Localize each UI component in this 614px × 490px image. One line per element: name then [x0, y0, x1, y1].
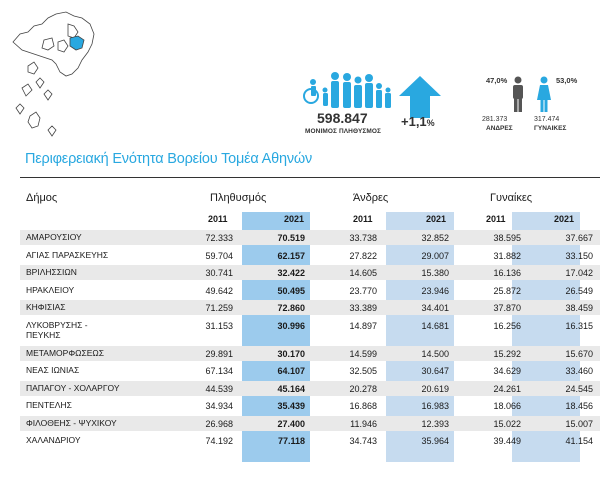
table-cell: 23.946 [421, 285, 449, 296]
table-cell: 67.134 [205, 366, 233, 376]
table-cell: 26.549 [565, 285, 593, 296]
municipality-name: ΠΑΠΑΓΟΥ - ΧΟΛΑΡΓΟΥ [26, 382, 120, 393]
population-change [401, 114, 435, 129]
table-cell: 24.545 [565, 383, 593, 394]
municipality-name: ΜΕΤΑΜΟΡΦΩΣΕΩΣ [26, 347, 105, 358]
year-header: 2011 [208, 214, 228, 224]
table-cell: 29.891 [205, 348, 233, 359]
table-cell: 15.380 [421, 268, 449, 278]
year-header: 2021 [554, 214, 575, 224]
table-cell: 38.595 [493, 233, 521, 243]
male-pct: 47,0% [486, 76, 508, 85]
table-cell: 50.495 [277, 285, 305, 296]
table-cell: 14.500 [421, 348, 449, 359]
population-value: 598.847 [317, 110, 368, 126]
table-cell: 18.066 [493, 401, 521, 411]
year-header: 2021 [284, 214, 305, 224]
table-cell: 45.164 [277, 383, 305, 394]
header-women: Γυναίκες [490, 192, 533, 204]
table-cell: 16.315 [565, 320, 593, 331]
municipality-name: ΑΜΑΡΟΥΣΙΟΥ [26, 232, 82, 242]
municipality-name: ΧΑΛΑΝΔΡΙΟΥ [26, 435, 81, 445]
table-cell: 15.292 [493, 348, 521, 359]
table-cell: 15.022 [493, 418, 521, 429]
change-value: +1,1 [401, 114, 427, 129]
population-label: ΜΟΝΙΜΟΣ ΠΛΗΘΥΣΜΟΣ [305, 128, 382, 135]
table-cell: 11.946 [350, 418, 377, 429]
table-cell: 14.681 [421, 320, 449, 331]
female-label: ΓΥΝΑΙΚΕΣ [534, 125, 567, 132]
municipality-name: ΒΡΙΛΗΣΣΙΩΝ [26, 267, 77, 277]
municipality-name: ΛΥΚΟΒΡΥΣΗΣ - ΠΕΥΚΗΣ [26, 319, 88, 340]
table-cell: 32.505 [349, 366, 377, 376]
table-cell: 44.539 [205, 383, 233, 394]
municipality-name: ΗΡΑΚΛΕΙΟΥ [26, 284, 75, 295]
table-cell: 26.968 [205, 418, 233, 429]
table-cell: 16.136 [493, 268, 521, 278]
table-cell: 33.150 [565, 250, 593, 261]
table-cell: 25.872 [493, 285, 521, 296]
table-cell: 16.256 [493, 320, 521, 331]
year-header: 2021 [426, 214, 447, 224]
table-cell: 37.870 [493, 303, 521, 313]
year-header: 2011 [353, 214, 373, 224]
table-cell: 71.259 [205, 303, 233, 313]
table-cell: 34.743 [349, 436, 377, 446]
table-cell: 23.770 [349, 285, 377, 296]
table-cell: 15.670 [565, 348, 593, 359]
table-cell: 33.389 [349, 303, 377, 313]
family-icon [303, 68, 395, 110]
table-cell: 34.629 [493, 366, 521, 376]
municipality-name: ΑΓΙΑΣ ΠΑΡΑΣΚΕΥΗΣ [26, 249, 109, 260]
table-cell: 30.741 [205, 268, 233, 278]
table-cell: 77.118 [277, 436, 305, 446]
gender-summary [470, 74, 590, 144]
table-top-rule [20, 177, 600, 178]
change-unit: % [426, 118, 435, 128]
municipality-name: ΝΕΑΣ ΙΩΝΙΑΣ [26, 365, 80, 375]
male-label: ΑΝΔΡΕΣ [486, 125, 513, 132]
population-table [20, 177, 600, 462]
table-cell: 37.667 [565, 233, 593, 243]
table-cell: 62.157 [277, 250, 305, 261]
table-cell: 30.647 [421, 366, 449, 376]
table-cell: 72.860 [277, 303, 305, 313]
table-cell: 30.996 [277, 320, 305, 331]
table-cell: 15.007 [565, 418, 593, 429]
table-cell: 39.449 [493, 436, 521, 446]
table-cell: 49.642 [205, 285, 233, 296]
table-cell: 34.934 [205, 401, 233, 411]
table-cell: 20.278 [349, 383, 377, 394]
population-summary [303, 68, 395, 135]
municipality-name: ΦΙΛΟΘΕΗΣ - ΨΥΧΙΚΟΥ [26, 417, 117, 428]
table-cell: 14.599 [349, 348, 377, 359]
table-cell: 38.459 [565, 303, 593, 313]
table-cell: 72.333 [205, 233, 233, 243]
region-map [8, 4, 103, 139]
table-cell: 27.822 [349, 250, 377, 261]
municipality-name: ΚΗΦΙΣΙΑΣ [26, 302, 66, 312]
table-cell: 12.393 [421, 418, 449, 429]
table-cell: 17.042 [565, 268, 593, 278]
table-cell: 29.007 [421, 250, 449, 261]
year-header: 2011 [486, 214, 506, 224]
table-cell: 33.460 [565, 366, 593, 376]
table-cell: 14.897 [349, 320, 377, 331]
male-icon [510, 76, 526, 112]
table-cell: 30.170 [277, 348, 305, 359]
table-cell: 32.852 [421, 233, 449, 243]
municipality-name: ΠΕΝΤΕΛΗΣ [26, 400, 72, 410]
table-cell: 34.401 [421, 303, 449, 313]
table-cell: 16.983 [421, 401, 449, 411]
header-men: Άνδρες [353, 192, 389, 204]
table-cell: 35.439 [277, 401, 305, 411]
table-cell: 16.868 [349, 401, 377, 411]
arrow-up-icon [399, 76, 441, 118]
header-municipality: Δήμος [26, 192, 58, 204]
table-cell: 18.456 [565, 401, 593, 411]
table-cell: 70.519 [277, 233, 305, 243]
table-cell: 74.192 [205, 436, 233, 446]
table-cell: 41.154 [565, 436, 593, 446]
table-cell: 20.619 [421, 383, 449, 394]
table-cell: 35.964 [421, 436, 449, 446]
table-cell: 59.704 [205, 250, 233, 261]
page-title: Περιφερειακή Ενότητα Βορείου Τομέα Αθηνών [25, 151, 313, 167]
female-pct: 53,0% [556, 76, 578, 85]
male-count: 281.373 [482, 116, 508, 123]
female-icon [536, 76, 552, 112]
table-cell: 31.882 [493, 250, 521, 261]
table-cell: 33.738 [349, 233, 377, 243]
table-cell: 31.153 [205, 320, 233, 331]
table-cell: 24.261 [493, 383, 521, 394]
table-cell: 14.605 [349, 268, 377, 278]
header-population: Πληθυσμός [210, 192, 267, 204]
table-cell: 27.400 [277, 418, 305, 429]
female-count: 317.474 [534, 116, 560, 123]
table-cell: 32.422 [277, 268, 305, 278]
table-cell: 64.107 [277, 366, 305, 376]
